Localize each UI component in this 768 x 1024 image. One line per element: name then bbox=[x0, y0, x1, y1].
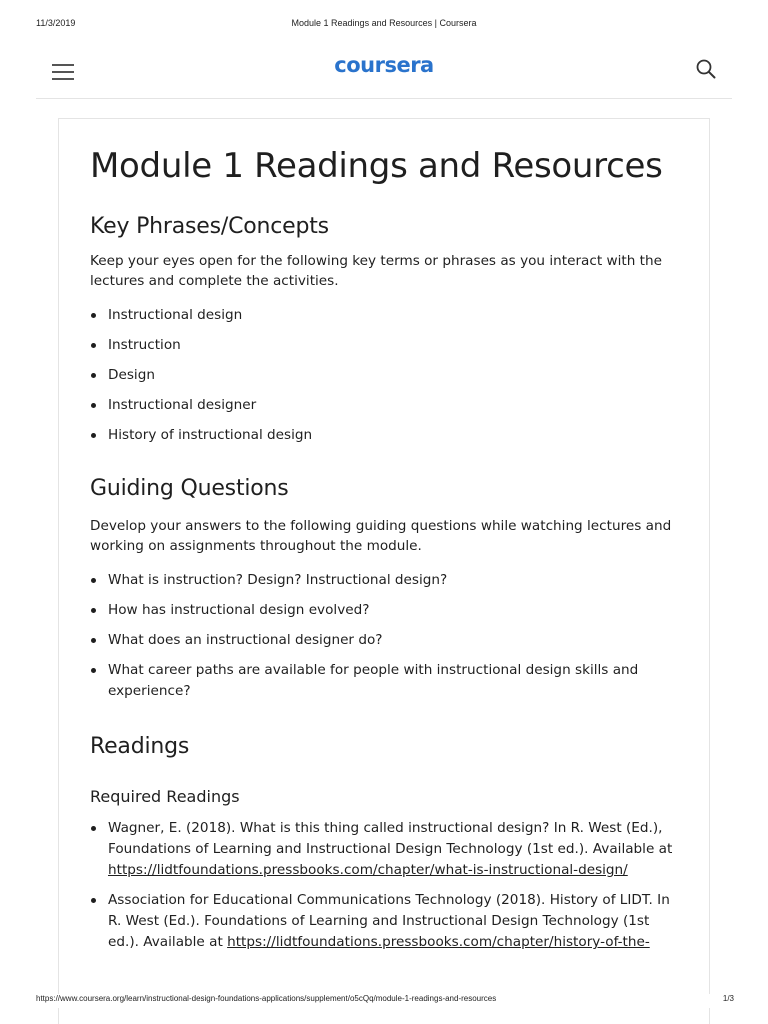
required-readings-heading: Required Readings bbox=[90, 787, 240, 806]
print-date: 11/3/2019 bbox=[36, 18, 76, 28]
list-item: Design bbox=[90, 365, 680, 386]
list-item: Instructional design bbox=[90, 305, 680, 326]
print-url: https://www.coursera.org/learn/instructional-design-foundations-applications/supplement/o5cQq/module-1-readings-and-resources bbox=[36, 994, 497, 1003]
list-item: Instruction bbox=[90, 335, 680, 356]
list-item: What is instruction? Design? Instructional design? bbox=[90, 570, 680, 591]
list-item: What does an instructional designer do? bbox=[90, 630, 680, 651]
top-navigation-bar bbox=[36, 50, 732, 99]
guiding-questions-intro: Develop your answers to the following guiding questions while watching lectures and working on assignments throughout the module. bbox=[90, 518, 672, 554]
key-phrases-heading: Key Phrases/Concepts bbox=[90, 214, 329, 239]
key-phrases-intro: Keep your eyes open for the following key terms or phrases as you interact with the lectures and complete the activities. bbox=[90, 253, 662, 289]
reading-link[interactable]: https://lidtfoundations.pressbooks.com/chapter/history-of-the- bbox=[227, 934, 650, 950]
coursera-logo[interactable]: coursera bbox=[334, 53, 434, 77]
list-item: History of instructional design bbox=[90, 425, 680, 446]
reading-link[interactable]: https://lidtfoundations.pressbooks.com/chapter/what-is-instructional-design/ bbox=[108, 862, 628, 878]
page-title: Module 1 Readings and Resources bbox=[90, 146, 663, 186]
readings-heading: Readings bbox=[90, 734, 190, 759]
reading-item bbox=[90, 818, 680, 881]
print-footer bbox=[0, 994, 768, 1008]
list-item: What career paths are available for people with instructional design skills and experience? bbox=[90, 660, 680, 702]
search-icon[interactable] bbox=[694, 57, 718, 81]
guiding-questions-list bbox=[90, 570, 680, 702]
print-header bbox=[0, 18, 768, 32]
guiding-questions-heading: Guiding Questions bbox=[90, 476, 289, 501]
page-count: 1/3 bbox=[722, 994, 734, 1003]
reading-item bbox=[90, 890, 680, 953]
list-item: Instructional designer bbox=[90, 395, 680, 416]
reading-citation: Wagner, E. (2018). What is this thing called instructional design? In R. West (Ed.), Foundations of Learning and Instructional Design Technology (1st ed.). Available at bbox=[108, 820, 673, 857]
key-phrases-list bbox=[90, 305, 680, 446]
required-readings-list bbox=[90, 818, 680, 953]
print-page-title: Module 1 Readings and Resources | Coursera bbox=[291, 18, 477, 28]
list-item: How has instructional design evolved? bbox=[90, 600, 680, 621]
content-card bbox=[58, 118, 710, 1024]
article-content bbox=[90, 145, 680, 953]
reading-citation: Association for Educational Communications Technology (2018). History of LIDT. In R. West (Ed.). Foundations of Learning and Instructional Design Technology (1st ed.). Available at bbox=[108, 892, 670, 950]
